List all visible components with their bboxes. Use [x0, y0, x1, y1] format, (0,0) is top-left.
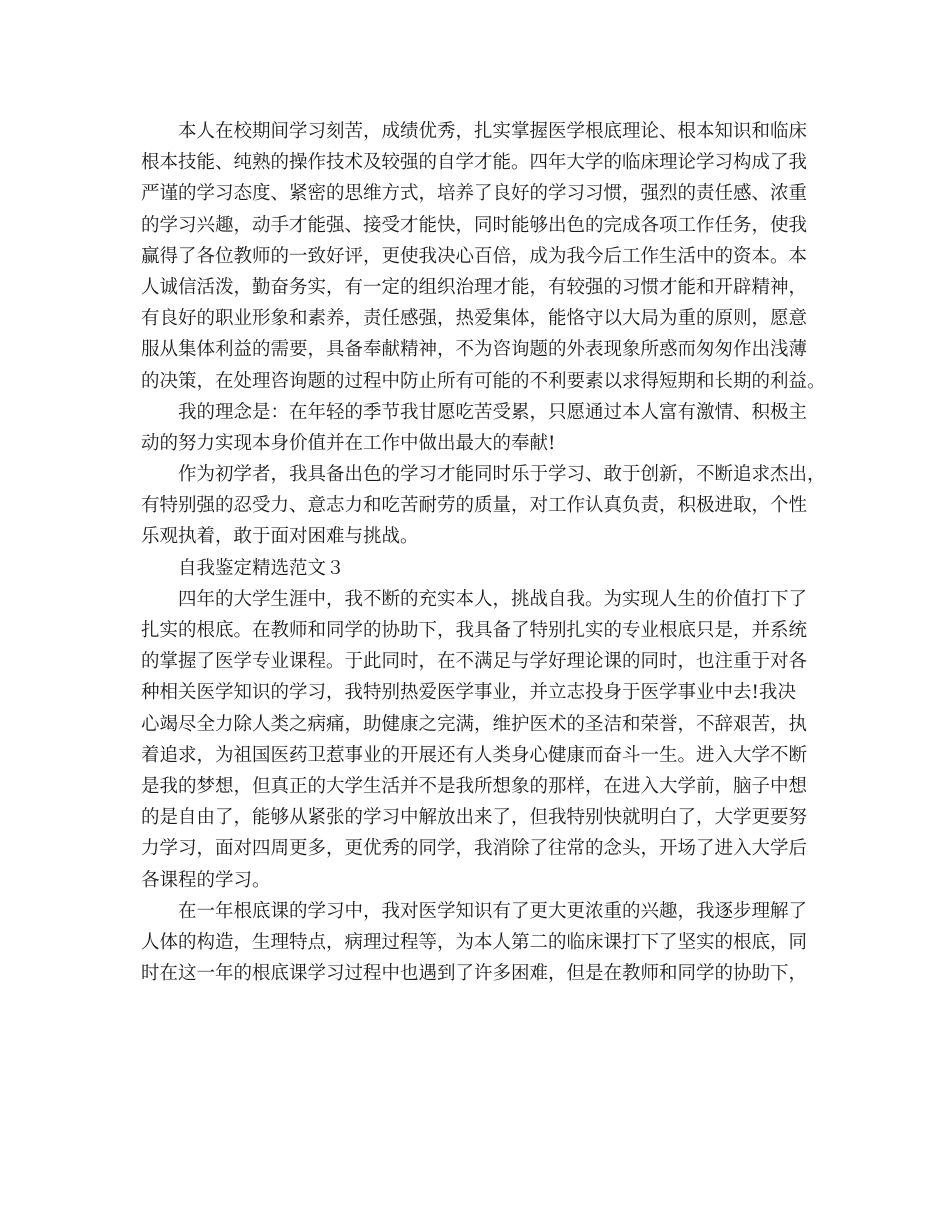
text-line: 的决策，在处理咨询题的过程中防止所有可能的不利要素以求得短期和长期的利益。: [141, 370, 826, 392]
text-line: 时在这一年的根底课学习过程中也遇到了许多困难，但是在教师和同学的协助下，: [141, 963, 808, 985]
text-line: 人体的构造，生理特点，病理过程等，为本人第二的临床课打下了坚实的根底，同: [141, 931, 808, 953]
text-line: 扎实的根底。在教师和同学的协助下，我具备了特别扎实的专业根底只是，并系统: [141, 620, 808, 641]
text-line: 自我鉴定精选范文３: [141, 557, 345, 579]
text-line: 赢得了各位教师的一致好评，更使我决心百倍，成为我今后工作生活中的资本。本: [141, 245, 808, 267]
text-line: 四年的大学生涯中，我不断的充实本人，挑战自我。为实现人生的价值打下了: [141, 588, 808, 610]
text-line: 本人在校期间学习刻苦，成绩优秀，扎实掌握医学根底理论、根本知识和临床: [141, 121, 808, 142]
text-line: 是我的梦想，但真正的大学生活并不是我所想象的那样，在进入大学前，脑子中想: [141, 775, 808, 797]
text-line: 在一年根底课的学习中，我对医学知识有了更大更浓重的兴趣，我逐步理解了: [141, 900, 808, 922]
text-line: 根本技能、纯熟的操作技术及较强的自学才能。四年大学的临床理论学习构成了我: [141, 152, 808, 174]
text-line: 作为初学者，我具备出色的学习才能同时乐于学习、敢于创新，不断追求杰出，: [141, 464, 826, 486]
text-line: 各课程的学习。: [141, 869, 271, 891]
text-line: 的是自由了，能够从紧张的学习中解放出来了，但我特别快就明白了，大学更要努: [141, 807, 808, 829]
text-line: 乐观执着，敢于面对困难与挑战。: [141, 526, 419, 548]
text-line: 的掌握了医学专业课程。于此同时，在不满足与学好理论课的同时，也注重于对各: [141, 651, 808, 673]
text-line: 有特别强的忍受力、意志力和吃苦耐劳的质量，对工作认真负责，积极进取，个性: [141, 495, 808, 517]
text-line: 我的理念是：在年轻的季节我甘愿吃苦受累，只愿通过本人富有激情、积极主: [141, 401, 808, 423]
text-line: 力学习，面对四周更多，更优秀的同学，我消除了往常的念头，开场了进入大学后: [141, 838, 808, 860]
text-line: 心竭尽全力除人类之病痛，助健康之完满，维护医术的圣洁和荣誉，不辞艰苦，执: [141, 713, 808, 735]
text-line: 服从集体利益的需要，具备奉献精神，不为咨询题的外表现象所惑而匆匆作出浅薄: [141, 339, 808, 361]
document-body: [141, 116, 831, 989]
text-line: 种相关医学知识的学习，我特别热爱医学事业，并立志投身于医学事业中去!我决: [141, 682, 796, 704]
text-line: 严谨的学习态度、紧密的思维方式，培养了良好的学习习惯，强烈的责任感、浓重: [141, 183, 808, 205]
text-line: 人诚信活泼，勤奋务实，有一定的组织治理才能，有较强的习惯才能和开辟精神，: [141, 276, 808, 298]
text-line: 的学习兴趣，动手才能强、接受才能快，同时能够出色的完成各项工作任务，使我: [141, 214, 808, 236]
text-line: 有良好的职业形象和素养，责任感强，热爱集体，能恪守以大局为重的原则，愿意: [141, 308, 808, 330]
text-line: 着追求，为祖国医药卫惹事业的开展还有人类身心健康而奋斗一生。进入大学不断: [141, 744, 808, 766]
text-line: 动的努力实现本身价值并在工作中做出最大的奉献!: [141, 432, 556, 454]
